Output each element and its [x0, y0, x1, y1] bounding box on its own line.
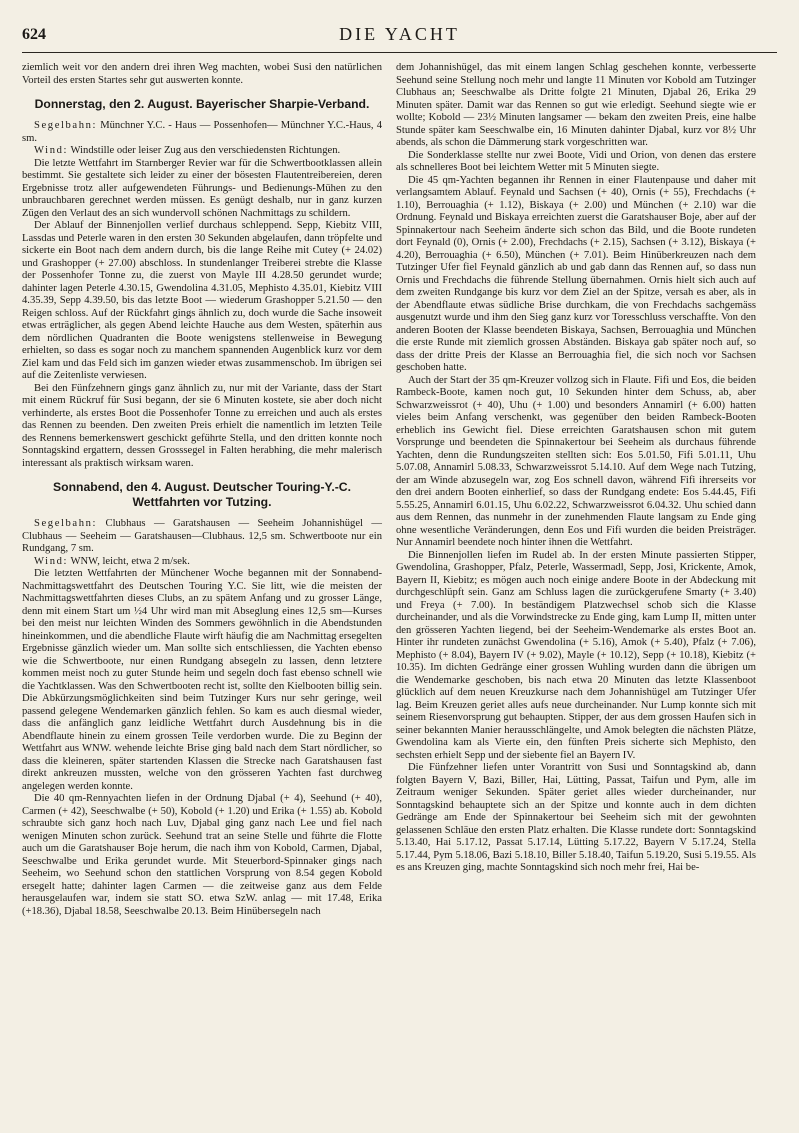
wind-text: WNW, leicht, etwa 2 m/sek.: [68, 555, 190, 567]
running-title: DIE YACHT: [339, 24, 460, 44]
section-heading-line: Sonnabend, den 4. August. Deutscher Touring-Y.-C.: [53, 480, 351, 494]
paragraph: Bei den Fünfzehnern gings ganz ähnlich zu, nur mit der Variante, dass der Start mit einem Rückruf für Susi begann, der sie 6 Minuten kostete, sie aber doch nicht verhinderte, als erstes Boot die Possenhofer Tonne zu erreichen und auch als erstes das Rennen zu beenden. Den zweiten Preis erhielt die namentlich im letzten Teile des Rennens bemerkenswert geschickt geführte Stella, und den dritten konnte noch Sonntagskind ergattern, dessen Grosssegel in Falten herabhing, die mehr malerisch interessant als praktisch wirksam waren.: [22, 382, 382, 469]
wind-label: Wind:: [34, 555, 69, 567]
wind-line: [22, 145, 382, 158]
paragraph: Die letzte Wettfahrt im Starnberger Revier war für die Schwertbootklassen allein bestimmt. Sie gestaltete sich leider zu einer der bösesten Flautentreibereien, deren Ergebnisse trotz aller aufgewendeten Führungs- und Bedienungs-Mühen zu den unbrauchbaren gerechnet werden müssen. Es genügt deshalb, nur in ganz kurzen Zügen den Verlaut des an sich wundervoll schönen Nachmittags zu schildern.: [22, 157, 382, 219]
page-number: 624: [22, 26, 46, 43]
paragraph: Die letzten Wettfahrten der Münchener Woche begannen mit der Sonnabend-Nachmittagswettfahrt des Deutschen Touring Y.C. Sie litt, wie die meisten der Nachmittagswettfahrten dieses Clubs, an zu spätem Anfang und zu grosser Länge, denn mit einem Start um ½4 Uhr wird man mit Abseglung eines 12,5 sm—Kurses bei den meist nur leichten Winden des Sommers gewöhnlich in die Abendstunden hineinkommen, und die abendliche Flaute wirft häufig die am Nachmittag ersegelten Ergebnisse gänzlich wieder um. Man sollte sich entschliessen, die Yachten ebenso wie die Schwertboote, nur einen Rundgang absegeln zu lassen, denn letztere kommen meist noch zu guter Stunde heim und segeln doch fast ebenso schnell wie die Yachtklassen. Was den Schwertbooten recht ist, sollte den Kielbooten billig sein. Die Abkürzungsmöglichkeiten sind beim Tutzinger Kurs nur sehr geringe, weil passend gelegene Wendemarken gänzlich fehlen. So kam es auch diesmal wieder, dass die anfänglich ganz leidliche Wettfahrt durch Ausdehnung bis in die Abendflaute hinein zu einem grossen Teile verdorben wurde. Die zu Beginn der Wettfahrt aus WNW. wehende leichte Brise ging bald nach dem Start nördlicher, so dass die kleineren, später startenden Klassen die Strecke nach Garatshausen fast direkt ankreuzen mussten, welche von den grösseren Yachten fast durchweg angelegen werden konnte.: [22, 568, 382, 792]
section-heading-line: Wettfahrten vor Tutzing.: [132, 495, 272, 509]
course-text: Clubhaus — Garatshausen — Seeheim Johannishügel — Clubhaus — Seeheim — Garatshausen—Clubhaus. 12,5 sm. Schwertboote nur ein Rundgang, 7 sm.: [22, 518, 382, 554]
course-line: [22, 518, 382, 556]
paragraph: Die Fünfzehner liefen unter Vorantritt von Susi und Sonntagskind ab, dann folgten Bayern V, Bazi, Biller, Hai, Lütting, Passat, Taifun und Pym, alle im Zeitraum weniger Sekunden. Später geriet alles wieder durcheinander, nur Sonntagskind behauptete sich an der Spitze und konnte auch in dem dichten Gedränge am Ende der Spinnakertour bei Seeheim sich mit der gewohnten gelassenen Schläue den ersten Platz erhalten. Die Klasse rundete dort: Sonntagskind 5.13.40, Hai 5.17.12, Passat 5.17.14, Lütting 5.17.22, Bayern V 5.17.24, Stella 5.17.44, Pym 5.18.06, Bazi 5.18.10, Biller 5.18.40, Taifun 5.19.20, Susi 5.19.55. Als es ans Kreuzen ging, machte Sonntagskind sich noch mehr frei, Hai be-: [396, 762, 756, 873]
section-heading-thursday: Donnerstag, den 2. August. Bayerischer Sharpie-Verband.: [34, 97, 370, 111]
wind-text: Windstille oder leiser Zug aus den verschiedensten Richtungen.: [68, 145, 341, 156]
header-rule: [22, 52, 777, 53]
course-text: Münchner Y.C. - Haus — Possenhofen— Münchner Y.C.-Haus, 4 sm.: [22, 120, 382, 144]
wind-label: Wind:: [34, 145, 69, 156]
paragraph: Die 40 qm-Rennyachten liefen in der Ordnung Djabal (+ 4), Seehund (+ 40), Carmen (+ 42), Seeschwalbe (+ 50), Kobold (+ 1.20) und Erika (+ 1.55) ab. Kobold schraubte sich ganz hoch nach Luv, Djabal ging ganz nach Lee und fiel nach wenigen Minuten schon zurück. Seehund trat an seine Stelle und führte die Flotte auch um die Garatshauser Boje herum, die nach ihm von Kobold, Carmen, Djabal, Seeschwalbe und Erika gerundet wurde. Mit Steuerbord-Spinnaker gings nach Seeheim, wo Seehund schon den stattlichen Vorsprung von 8.54 gegen Kobold ersegelt hatte; dahinter lagen Carmen — die zeitweise ganz aus dem Felde herausgelaufen war, indem sie statt SO. etwa SzW. anlag — mit 17.48, Erika (+18.36), Djabal 18.58, Seeschwalbe 20.13. Beim Hinübersegeln nach: [22, 793, 382, 917]
section-heading-saturday: [22, 480, 382, 510]
paragraph: dem Johannishügel, das mit einem langen Schlag geschehen konnte, verbesserte Seehund seine Stellung noch mehr und langte 11 Minuten vor Kobold am Tutzinger Clubhaus an; Seeschwalbe als Dritte folgte 21 Minuten, Djabal 26, Erika 29 Minuten später. Damit war das Rennen so gut wie erledigt. Seehund siegte wie er wollte; Kobold — 23½ Minuten langsamer — bekam den zweiten Preis, eine halbe Stunde später kam Seeschwalbe ein, 16 Minuten dahinter Djabal, kurz vor 8½ Uhr abends, als schon die Dämmerung stark vorgeschritten war.: [396, 62, 756, 148]
paragraph: Der Ablauf der Binnenjollen verlief durchaus schleppend. Sepp, Kiebitz VIII, Lassdas und Peterle waren in den ersten 30 Sekunden abgelaufen, dann tröpfelte und sickerte ein Boot nach dem andern durch, bis die lange Reihe mit Cutey (+ 24.02) und Grashopper (+ 27.00) abschloss. In stundenlanger Treiberei strebte die Klasse der Possenhofer Tonne zu, die zuerst von Mayle III 4.28.50 gerundet wurde; dahinter lagen Peterle 4.30.15, Gwendolina 4.31.05, Mephisto 4.35.01, Kiebitz VIII 4.35.39, Sepp 4.39.50, bis das letzte Boot — wiederum Grashopper 5.21.50 — den Reigen schloss. Auf der Rückfahrt gings ähnlich zu, doch wurde die Sache insoweit etwas erträglicher, als gegen Abend leichte Hauche aus dem Westen, späterhin aus dem nördlichen Quadranten die Boote wenigstens stellenweise in Bewegung erhielten, so dass es sogar noch zu manchem spannenden Augenblick kurz vor dem Ziel kam und das Feld sich im ganzen wieder etwas zusammenschob. Im übrigen sei auf die Zeitenliste verwiesen.: [22, 220, 382, 381]
paragraph: Die 45 qm-Yachten begannen ihr Rennen in einer Flautenpause und daher mit verlangsamtem Ablauf. Feynald und Sachsen (+ 40), Ornis (+ 55), Frechdachs (+ 1.10), Berrouaghia (+ 1.12), Biskaya (+ 2.00) und München (+ 2.10) war die Ordnung. Feynald und Biskaya erreichten zuerst die Garatshauser Boje, aber auf der Spinnakertour nach Seeheim änderte sich schon das Bild, und die Boote rundeten dort Feynald (0), Ornis (+ 2.00), Frechdachs (+ 2.15), Sachsen (+ 3.12), Biskaya (+ 4.20), Berrouaghia (+ 6.50), München (+ 7.01). Beim Hinüberkreuzen nach dem Tutzinger Ufer fiel Feynald gänzlich ab und gab dann das Rennen auf, so dass nun Ornis und Frechdachs die führende Stellung übernahmen. Ornis hielt sich auch auf dem zweiten Rundgange bis kurz vor dem Ziel an der Spitze, versah es aber, als in der Abendflaute etwas südliche Brise durchkam, die von Frechdachs sachgemäss ausgenutzt wurde und ihm den Sieg ganz kurz vor Toresschluss verschaffte. Von den anderen Booten der Klasse beendeten Biskaya, Sachsen, Berrouaghia und München die erste Runde mit ziemlich grossen Abständen. Biskaya gab später noch auf, so dass der dritte Preis der Klasse an Berrouaghia fiel, die sich noch vor Sachsen geschoben hatte.: [396, 174, 756, 373]
wind-line: [22, 556, 382, 569]
course-label: Segelbahn:: [34, 120, 98, 131]
page-header: [22, 22, 777, 52]
paragraph: Die Sonderklasse stellte nur zwei Boote, Vidi und Orion, von denen das erstere als schnelleres Boot bei leichtem Wetter mit 5 Minuten siegte.: [396, 149, 756, 173]
course-line: [22, 120, 382, 145]
paragraph: Die Binnenjollen liefen im Rudel ab. In der ersten Minute passierten Stipper, Gwendolina, Grashopper, Pfalz, Peterle, Wassermadl, Sepp, Josi, Krickente, Amok, Bayern II, Kiebitz; es mögen auch noch einige andere Boote in der Abdeckung mit durchgeschlüpft sein. Ganz am Schluss lagen die zurückgerufene Smarty (+ 3.40) und Freya (+ 7.00). In beständigem Platzwechsel schob sich die Klasse durcheinander, und als die Vorwindstrecke zu Ende ging, kam Lump II, mitten unter den grösseren Yachten liegend, bei der Seeheim-Wendemarke als erstes Boot an. Hinter ihr rundeten zunächst Gwendolina (+ 5.16), Amok (+ 5.40), Pfalz (+ 7.06), Mephisto (+ 8.04), Bayern IV (+ 9.02), Mayle (+ 10.12), Sepp (+ 10.18), Kiebitz (+ 10.35). Im dichten Gedränge einer grossen Wuhling wurden dann die übrigen um die Wendemarke geschoben, bis nach etwa 20 Minuten das letzte Klassenboot glücklich auf dem neuen Kreuzkurse nach dem Johannishügel am Tutzinger Ufer lag. Beim Kreuzen geriet alles aufs neue durcheinander. Nur Lump konnte sich mit seinem Riesenvorsprung gut behaupten. Stipper, der aus dem grossen Haufen sich in seiner bekannten Manier herausschlängelte, und Amok belegten die nächsten Plätze, Gwendolina kam als Vierte ein, den fünften Preis sicherte sich Mephisto, den sechsten erhielt Sepp und der siebente fiel an Bayern IV.: [396, 549, 756, 761]
paragraph: Auch der Start der 35 qm-Kreuzer vollzog sich in Flaute. Fifi und Eos, die beiden Rambeck-Boote, kamen noch gut, 10 Sekunden hinter dem Schuss, ab, aber Schwarzweissrot (+ 40), Uhu (+ 1.00) und besonders Annamirl (+ 6.00) hatten vieles beim Anfang verschenkt, was gegenüber den beiden Rambeck-Booten erheblich ins Gewicht fiel. Diese erreichten Garatshausen schon mit gutem Vorsprunge und beendeten die Spinnakertour bei Seeheim als durchaus führende Yachten, denn die Rundungszeiten stellten sich: Eos 5.01.50, Fifi 5.01.11, Uhu 5.07.08, Annamirl 5.08.33, Schwarzweissrot 5.14.10. Auf dem Wege nach Tutzing, der am Winde abzusegeln war, zog Eos schnell davon, während Fifi ihrerseits vor den drei andern Booten einherlief, so dass der Rundgang endete: Eos 5.44.45, Fifi 5.55.25, Annamirl 6.01.15, Uhu 6.02.22, Schwarzweissrot 6.04.32. Uhu schied dann aus dem Rennen, das nunmehr in der zunehmenden Flaute langsam zu Ende ging ohne wesentliche Veränderungen, denn Eos und Fifi wurden die beiden Preisträger. Nur Annamirl beendete noch hinter ihnen die Wettfahrt.: [396, 374, 756, 548]
paragraph: ziemlich weit vor den andern drei ihren Weg machten, wobei Susi den natürlichen Vorteil des ersten Startes sehr gut auswerten konnte.: [22, 62, 382, 86]
course-label: Segelbahn:: [34, 518, 98, 529]
right-column: [396, 62, 756, 875]
left-column: [22, 62, 382, 918]
